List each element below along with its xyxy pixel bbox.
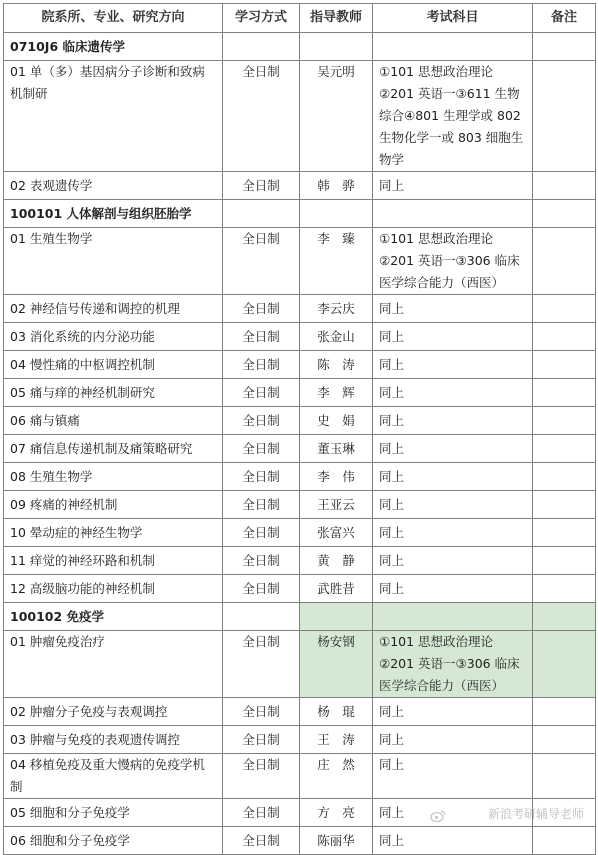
table-row — [4, 351, 596, 379]
note-cell — [533, 519, 596, 547]
direction-cell: 02 表观遗传学 — [4, 172, 223, 200]
mode-cell: 全日制 — [223, 799, 300, 827]
mode-cell: 全日制 — [223, 295, 300, 323]
table-row — [4, 295, 596, 323]
mode-cell: 全日制 — [223, 726, 300, 754]
direction-cell: 01 生殖生物学 — [4, 228, 223, 295]
advisor-cell: 陈 涛 — [300, 351, 373, 379]
exam-cell: 同上 — [373, 463, 533, 491]
col-header-mode: 学习方式 — [223, 4, 300, 33]
exam-cell: 同上 — [373, 575, 533, 603]
note-cell — [533, 407, 596, 435]
exam-cell: 同上 — [373, 754, 533, 799]
advisor-cell: 张金山 — [300, 323, 373, 351]
mode-cell: 全日制 — [223, 575, 300, 603]
direction-cell: 05 痛与痒的神经机制研究 — [4, 379, 223, 407]
direction-cell: 02 神经信号传递和调控的机理 — [4, 295, 223, 323]
direction-cell: 01 单（多）基因病分子诊断和致病机制研 — [4, 61, 223, 172]
exam-cell: 同上 — [373, 435, 533, 463]
note-cell — [533, 435, 596, 463]
mode-cell: 全日制 — [223, 463, 300, 491]
advisor-cell: 庄 然 — [300, 754, 373, 799]
advisor-cell: 董玉琳 — [300, 435, 373, 463]
direction-cell: 12 高级脑功能的神经机制 — [4, 575, 223, 603]
advisor-cell: 杨安钢 — [300, 631, 373, 698]
mode-cell: 全日制 — [223, 547, 300, 575]
advisor-cell: 吴元明 — [300, 61, 373, 172]
note-cell — [533, 61, 596, 172]
mode-cell: 全日制 — [223, 379, 300, 407]
note-cell — [533, 754, 596, 799]
admissions-table — [3, 3, 596, 855]
mode-cell: 全日制 — [223, 754, 300, 799]
section-title: 0710J6 临床遗传学 — [4, 33, 223, 61]
table-row — [4, 491, 596, 519]
table-row — [4, 698, 596, 726]
advisor-cell: 王 涛 — [300, 726, 373, 754]
advisor-cell: 方 亮 — [300, 799, 373, 827]
table-row — [4, 631, 596, 698]
direction-cell: 01 肿瘤免疫治疗 — [4, 631, 223, 698]
section-title: 100101 人体解剖与组织胚胎学 — [4, 200, 223, 228]
direction-cell: 06 痛与镇痛 — [4, 407, 223, 435]
section-row — [4, 33, 596, 61]
direction-cell: 05 细胞和分子免疫学 — [4, 799, 223, 827]
table-row — [4, 827, 596, 855]
advisor-cell: 张富兴 — [300, 519, 373, 547]
mode-cell: 全日制 — [223, 827, 300, 855]
note-cell — [533, 491, 596, 519]
advisor-cell: 杨 琨 — [300, 698, 373, 726]
mode-cell: 全日制 — [223, 435, 300, 463]
table-row — [4, 575, 596, 603]
exam-cell: ①101 思想政治理论②201 英语一③306 临床医学综合能力（西医） — [373, 631, 533, 698]
table-row — [4, 754, 596, 799]
exam-cell: 同上 — [373, 547, 533, 575]
direction-cell: 09 疼痛的神经机制 — [4, 491, 223, 519]
col-header-dept: 院系所、专业、研究方向 — [4, 4, 223, 33]
advisor-cell: 武胜昔 — [300, 575, 373, 603]
mode-cell: 全日制 — [223, 631, 300, 698]
direction-cell: 10 晕动症的神经生物学 — [4, 519, 223, 547]
exam-cell: 同上 — [373, 698, 533, 726]
note-cell — [533, 726, 596, 754]
exam-cell: 同上 — [373, 827, 533, 855]
advisor-cell: 李 辉 — [300, 379, 373, 407]
direction-cell: 08 生殖生物学 — [4, 463, 223, 491]
note-cell — [533, 827, 596, 855]
section-row — [4, 200, 596, 228]
exam-cell: 同上 — [373, 519, 533, 547]
direction-cell: 07 痛信息传递机制及痛策略研究 — [4, 435, 223, 463]
direction-cell: 04 移植免疫及重大慢病的免疫学机制 — [4, 754, 223, 799]
direction-cell: 11 痒觉的神经环路和机制 — [4, 547, 223, 575]
note-cell — [533, 351, 596, 379]
exam-cell: ①101 思想政治理论②201 英语一③611 生物综合④801 生理学或 802 生物化学一或 803 细胞生物学 — [373, 61, 533, 172]
advisor-cell: 陈丽华 — [300, 827, 373, 855]
note-cell — [533, 698, 596, 726]
col-header-note: 备注 — [533, 4, 596, 33]
exam-cell: 同上 — [373, 491, 533, 519]
table-row — [4, 172, 596, 200]
advisor-cell: 李云庆 — [300, 295, 373, 323]
note-cell — [533, 379, 596, 407]
mode-cell: 全日制 — [223, 351, 300, 379]
table-row — [4, 407, 596, 435]
table-row — [4, 323, 596, 351]
exam-cell: 同上 — [373, 799, 533, 827]
exam-cell: ①101 思想政治理论②201 英语一③306 临床医学综合能力（西医） — [373, 228, 533, 295]
note-cell — [533, 463, 596, 491]
table-row — [4, 435, 596, 463]
exam-cell: 同上 — [373, 351, 533, 379]
table-row — [4, 379, 596, 407]
advisor-cell: 史 娟 — [300, 407, 373, 435]
exam-cell: 同上 — [373, 407, 533, 435]
mode-cell: 全日制 — [223, 323, 300, 351]
direction-cell: 03 消化系统的内分泌功能 — [4, 323, 223, 351]
mode-cell: 全日制 — [223, 61, 300, 172]
advisor-cell: 韩 骅 — [300, 172, 373, 200]
advisor-cell: 李 伟 — [300, 463, 373, 491]
direction-cell: 03 肿瘤与免疫的表观遗传调控 — [4, 726, 223, 754]
col-header-exam: 考试科目 — [373, 4, 533, 33]
direction-cell: 06 细胞和分子免疫学 — [4, 827, 223, 855]
table-row — [4, 547, 596, 575]
exam-cell: 同上 — [373, 172, 533, 200]
exam-cell: 同上 — [373, 726, 533, 754]
exam-cell: 同上 — [373, 323, 533, 351]
watermark: 新浪考研辅导老师 — [487, 807, 584, 821]
col-header-advisor: 指导教师 — [300, 4, 373, 33]
table-row — [4, 61, 596, 172]
note-cell — [533, 631, 596, 698]
note-cell — [533, 295, 596, 323]
weibo-logo-icon — [430, 809, 446, 823]
table-row — [4, 228, 596, 295]
section-row — [4, 603, 596, 631]
mode-cell: 全日制 — [223, 407, 300, 435]
note-cell — [533, 547, 596, 575]
advisor-cell: 李 臻 — [300, 228, 373, 295]
advisor-cell: 黄 静 — [300, 547, 373, 575]
note-cell — [533, 228, 596, 295]
table-row — [4, 726, 596, 754]
mode-cell: 全日制 — [223, 491, 300, 519]
direction-cell: 02 肿瘤分子免疫与表观调控 — [4, 698, 223, 726]
mode-cell: 全日制 — [223, 698, 300, 726]
note-cell — [533, 172, 596, 200]
mode-cell: 全日制 — [223, 172, 300, 200]
exam-cell: 同上 — [373, 379, 533, 407]
section-title: 100102 免疫学 — [4, 603, 223, 631]
note-cell — [533, 323, 596, 351]
note-cell — [533, 575, 596, 603]
direction-cell: 04 慢性痛的中枢调控机制 — [4, 351, 223, 379]
mode-cell: 全日制 — [223, 228, 300, 295]
mode-cell: 全日制 — [223, 519, 300, 547]
table-row — [4, 463, 596, 491]
advisor-cell: 王亚云 — [300, 491, 373, 519]
header-row — [4, 4, 596, 33]
exam-cell: 同上 — [373, 295, 533, 323]
table-row — [4, 519, 596, 547]
